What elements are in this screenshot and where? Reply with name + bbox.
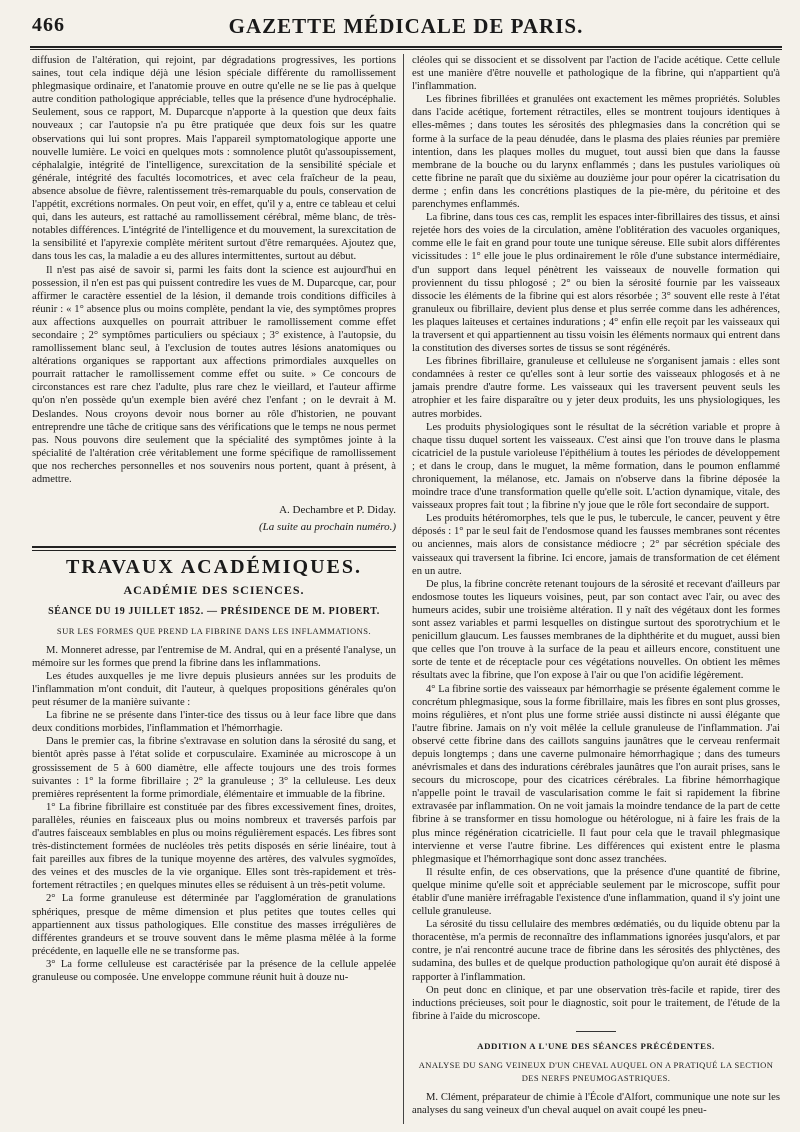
paragraph: Il résulte enfin, de ces observations, que la présence d'une quantité de fibrine, quelque minime qu'elle soit et appréciable seulement par le microscope, suffit pour établir d'une manière irréfragable l'existence d'une inflammation, quand il s'y joint une cellule granuleuse. <box>412 866 780 918</box>
header-rule-thin <box>30 49 782 50</box>
paragraph: Les produits hétéromorphes, tels que le pus, le tubercule, le cancer, peuvent y être déposés : 1° par le seul fait de l'endosmose quand les fausses membranes sont récentes ou anciennes, mais alors de consistance médiocre ; 2° par sécrétion spéciale des vaisseaux qui traversent la fibrine. Ici encore, jamais de transformation de cet élément en un autre. <box>412 513 780 577</box>
paragraph: Dans le premier cas, la fibrine s'extravase en solution dans la sérosité du sang, et bientôt après passe à l'état solide et corpusculaire. Examinée au microscope à un grossissement de 5 à 600 diamètre, elle affecte toujours une des trois formes suivantes : 1° la forme fibrillaire ; 2° la granuleuse ; 3° la celluleuse. Les deux premières représentent la forme primordiale, élémentaire et immuable de la fibrine. <box>32 736 396 800</box>
paragraph: M. Clément, préparateur de chimie à l'École d'Alfort, communique une note sur les analyses du sang veineux d'un cheval auquel on avait coupé les pneu- <box>412 1092 780 1117</box>
right-column <box>412 54 780 1117</box>
column-separator <box>403 54 404 1124</box>
paragraph: De plus, la fibrine concrète retenant toujours de la sérosité et recevant d'ailleurs par endosmose toutes les liqueurs voisines, peut, par son contact avec l'air, ou avec des humeurs acides, subir une troisième altération. Il y naît des végétaux dont les formes sont assez variables et parmi lesquelles on distingue surtout des sporotrychium et le penicillum glaucum. Les fausses membranes de la diphthérite et du muguet, aussi bien que celles que l'on trouve à la surface de la peau et ailleurs encore, constituent une sorte de tente et de réceptacle pour ces végétations nouvelles. On obtient les mêmes résultats avec la fibrine, que l'on expose à l'air ou que l'on acidifie légèrement. <box>412 578 780 682</box>
paragraph: M. Monneret adresse, par l'entremise de M. Andral, qui en a présenté l'analyse, un mémoire sur les formes que prend la fibrine dans les inflammations. <box>32 644 396 669</box>
divider <box>576 1031 616 1032</box>
academy-heading: ACADÉMIE DES SCIENCES. <box>123 583 305 598</box>
addition-heading: ADDITION A L'UNE DES SÉANCES PRÉCÉDENTES. <box>477 1040 715 1051</box>
paragraph: 2° La forme granuleuse est déterminée par l'agglomération de granulations sphériques, presque de même dimension et plus petites que toutes celles qui appartiennent aux tissus pathologiques. Elle constitue des masses irrégulières de différentes grandeurs et se trouve souvent dans le même plasma mêlée à la forme précédente, en laquelle elle ne se transforme pas. <box>32 893 396 957</box>
paragraph: On peut donc en clinique, et par une observation très-facile et rapide, tirer des inductions précieuses, soit pour le diagnostic, soit pour le traitement, de l'étude de la fibrine à l'aide du microscope. <box>412 984 780 1022</box>
paragraph: Les produits physiologiques sont le résultat de la sécrétion variable et propre à chaque tissu duquel sortent les vaisseaux. C'est ainsi que l'on trouve dans le plasma cicatriciel de la pustule varioleuse l'épithélium à toutes les périodes de développement ; et dans le croup, dans le muguet, la même formation, dans le poumon enflammé chroniquement, la mélanose, etc. Jamais on n'observe dans la fibrine déposée la moindre trace d'une transformation quelle qu'elle soit. L'action dynamique, vitale, des vaisseaux propres fait tout ; la fibrine n'y joue que le rôle fort secondaire de support. <box>412 421 780 512</box>
paragraph: 3° La forme celluleuse est caractérisée par la présence de la cellule appelée granuleuse ou composée. Une enveloppe commune réunit huit à douze nu- <box>32 958 396 983</box>
journal-title: GAZETTE MÉDICALE DE PARIS. <box>228 14 584 38</box>
paragraph: diffusion de l'altération, qui rejoint, par dégradations progressives, les portions saines, tout cela indique déjà une lésion spéciale différente du ramollissement phlegmasique ordinaire, et l'anatomie prouve en outre qu'elle ne se lie pas à quelque autre condition pathologique appréciable, telles que la présence d'une hydrocéphalie. Seulement, sous ce rapport, M. Duparcque n'apporte à la question que deux faits nouveaux ; car l'autopsie n'a pu être pratiquée que deux fois sur les quatre observations qui lui sont propres. Mais l'appareil symptomatologique apporte une nouvelle lumière. Le voici en quelques mots : somnolence plutôt qu'assoupissement, céphalalgie, intégrité de l'intelligence, surexcitation de la sensibilité spéciale et générale, intégrité des facultés locomotrices, et avec cela fraîcheur de la peau, absence absolue de fièvre, ralentissement très-remarquable du pouls, conservation de l'appétit, excrétions normales. On peut voir, en effet, qu'il y a, entre ce tableau et celui qui, dans les auteurs, est rattaché au ramollissement cérébral, même blanc, de très-notables différences. L'intégrité de l'intelligence et du mouvement, la surexcitation de la sensibilité et l'apyrexie complète méritent surtout d'être remarquées. Ajoutez que, dans tous les cas, la maladie a eu des allures intermittentes, surtout au début. <box>32 55 396 263</box>
left-column <box>32 54 396 984</box>
header-rule <box>30 46 782 48</box>
signature: A. Dechambre et P. Diday. <box>279 504 396 517</box>
section-rule-thin <box>32 550 396 551</box>
page-header <box>32 14 780 44</box>
paragraph: 1° La fibrine fibrillaire est constituée par des fibres excessivement fines, droites, parallèles, réunies en faisceaux plus ou moins nombreux et traversés parfois par d'autres faisceaux semblables en plus ou moins régulièrement espacés. Les fibres sont très-distinctement formées de nucléoles très petits disposés en série linéaire, tout à fait pareilles aux fibres de la tunique moyenne des artères, des valvules sygmoïdes, des veines et des muscles de la vie organique. Elles sont très-rapidement et très-fortement rétractiles ; en quelques minutes elles se réduisent à un très-petit volume. <box>32 801 396 892</box>
paragraph: Les fibrines fibrillées et granulées ont exactement les mêmes propriétés. Solubles dans l'acide acétique, fortement rétractiles, elles se montrent toujours identiques à elles-mêmes ; dans toutes les sérosités des phlegmasies dans la concrétion qui se forme à la surface de la peau dénudée, dans le plasma des plaies réunies par première intention, dans les plaques molles du muguet, tout aussi bien que dans la fausse membrane de la bouche ou du larynx enflammés ; dans les pustules varioliques où cette fibrine ne paraît que du sixième au douzième jour pour opérer la cicatrisation du derme ; enfin dans les concrétions plastiques de la pie-mère, du péritoine et des parenchymes enflammés. <box>412 94 780 211</box>
topic-heading: SUR LES FORMES QUE PREND LA FIBRINE DANS LES INFLAMMATIONS. <box>56 625 372 636</box>
seance-heading: SÉANCE DU 19 JUILLET 1852. — PRÉSIDENCE DE M. PIOBERT. <box>48 606 380 618</box>
paragraph: Les fibrines fibrillaire, granuleuse et celluleuse ne s'organisent jamais : elles sont condamnées à rester ce qu'elles sont à leur sortie des vaisseaux phlogosés et à ne jamais prendre d'autre forme. Les vaisseaux qui les traversent peuvent seuls les atrophier et les faire disparaître ou y jeter deux produits, les uns physiologiques, les autres morbides. <box>412 356 780 420</box>
paragraph: cléoles qui se dissocient et se dissolvent par l'action de l'acide acétique. Cette cellule est une manière d'être nouvelle et pathologique de la fibrine, qui n'appartient qu'à l'inflammation. <box>412 55 780 93</box>
section-rule <box>32 546 396 548</box>
paragraph: Les études auxquelles je me livre depuis plusieurs années sur les produits de l'inflammation m'ont conduit, dit l'auteur, à quelques propositions générales qu'on peut résumer de la manière suivante : <box>32 670 396 709</box>
paragraph: Il n'est pas aisé de savoir si, parmi les faits dont la science est aujourd'hui en possession, il n'en est pas qui puissent contredire les vues de M. Duparcque, car, pour affirmer le caractère essentiel de la lésion, il demande trois conditions difficiles à réunir : « 1° absence plus ou moins complète, pendant la vie, des symptômes propres aux affections auxquelles on pourrait attribuer le ramollissement comme effet secondaire ; 2° symptômes particuliers ou spéciaux ; 3° existence, à l'autopsie, du ramollissement blanc seul, à l'exclusion de toutes autres lésions anatomiques ou altérations organiques se rapportant aux affections primordiales auxquelles on pourrait rattacher le ramollissement comme effet ou suite. » Ce concours de circonstances est rare chez l'adulte, plus rare chez le vieillard, et l'auteur affirme qu'on n'en possède qu'un exemple bien avéré chez l'enfant ; on le devrait à M. Deslandes. Nous croyons devoir nous borner au rôle d'historien, ne pouvant entreprendre une tâche de critique sans des vérifications que le temps ne nous permet pas. Nous pouvons dire seulement que la spécialité des symptômes jointe à la spécialité de l'altération crée véritablement une forme spécifique de ramollissement que nos recherches personnelles et nos souvenirs nous portent, quant à présent, à admettre. <box>32 264 396 485</box>
page-number: 466 <box>32 14 65 36</box>
section-title: TRAVAUX ACADÉMIQUES. <box>66 556 362 579</box>
paragraph: La sérosité du tissu cellulaire des membres œdématiés, ou du liquide obtenu par la thoracentèse, m'a permis de reconnaître des inflammations ignorées jusqu'alors, et par contre, je n'ai rencontré aucune trace de fibrine dans les sérosités des phlyctènes, des sudamina, des bulles et de quelque production pathologique qu'on aurait été disposé à rapporter à l'inflammation. <box>412 919 780 983</box>
analysis-heading: ANALYSE DU SANG VEINEUX D'UN CHEVAL AUQUEL ON A PRATIQUÉ LA SECTION DES NERFS PNEUMOGASTRIQUES. <box>418 1060 774 1084</box>
paragraph: 4° La fibrine sortie des vaisseaux par hémorrhagie se présente également comme le concrétum phlegmasique, sous la forme fibrillaire, mais les fibres en sont plus grosses, moins régulières, et n'ont plus une forme striée aussi distincte ni aussi élégante que l'autre fibrine. Jamais on n'y voit mêlée la cellule granuleuse de l'inflammation. J'ai observé cette fibrine dans des caillots sanguins jaunâtres que le cerveau renfermait depuis longtemps ; dans une caverne pulmonaire hémorrhagique ; dans des tumeurs anévrismales et dans des indurations cérébrales jaunâtres que l'on aurait prises, sans le secours du microscope, pour des cicatrices cérébrales. La fibrine hémorrhagique n'appelle point le travail de vascularisation comme le fait si rapidement la fibrine extravasée par inflammation. On ne voit jamais la moindre tendance de la part de cette fibrine à se transformer en tissu homologue ou hétérologue, ni à faire les frais de la plus mince régénération cicatricielle. Il faut pour cela que le travail phlegmasique intervienne et verse l'autre fibrine. Les différences qui existent entre le plasma phlegmasique et l'hémorrhagique sont donc assez tranchées. <box>412 683 780 865</box>
paragraph: La fibrine ne se présente dans l'inter-tice des tissus ou à leur face libre que dans deux conditions morbides, l'inflammation et l'hémorrhagie. <box>32 710 396 735</box>
continuation-note: (La suite au prochain numéro.) <box>259 521 396 534</box>
paragraph: La fibrine, dans tous ces cas, remplit les espaces inter-fibrillaires des tissus, et ainsi rejetée hors des voies de la circulation, amène l'oblitération des vacuoles organiques, comme elle le fait en grand pour toute une tunique séreuse. Elle subit alors différentes vicissitudes : 1° elle joue le plus ordinairement le rôle d'une substance intermédiaire, d'un support dans lequel pénètrent les vaisseaux de nouvelle formation qui proviennent du tissu phlogosé ; 2° ou bien la sérosité fournie par les vaisseaux dissocie les éléments de la fibrine qui est alors résorbée ; 3° souvent elle reste à l'état granuleux ou fibrillaire, devient plus dense et plus serrée comme dans les adhérences, les plaques laiteuses et certaines indurations ; 4° enfin elle reçoit par les vaisseaux qui la traversent et qui appartiennent au tissu voisin les éléments normaux qui entrent dans la constitution des diverses sortes de tissus se sont régénérés. <box>412 212 780 355</box>
